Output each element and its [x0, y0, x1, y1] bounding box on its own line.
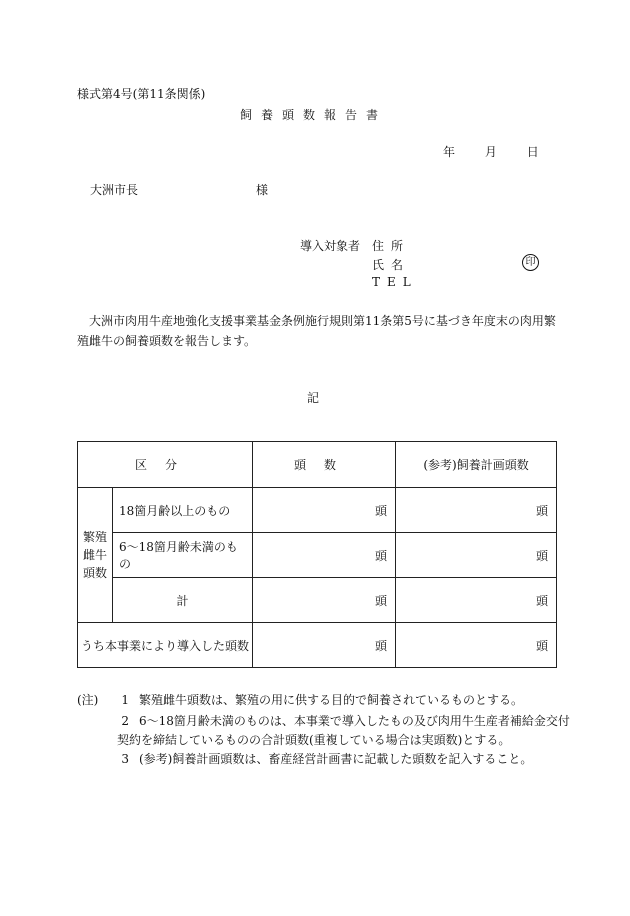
form-number: 様式第4号(第11条関係)	[77, 87, 206, 101]
tel-label: TEL	[372, 275, 418, 289]
body-text: 大洲市肉用牛産地強化支援事業基金条例施行規則第11条第5号に基づき年度末の肉用繁殖雌牛の飼養頭数を報告します。	[77, 314, 556, 348]
note-item-continued: 契約を締結しているものの合計頭数(重複している場合は実頭数)とする。	[117, 733, 511, 747]
count-cell[interactable]: 頭	[253, 533, 396, 578]
count-cell[interactable]: 頭	[253, 578, 396, 623]
date-year-field[interactable]: 年	[443, 145, 456, 159]
date-line	[443, 143, 539, 160]
applicant-label: 導入対象者	[300, 239, 361, 253]
addressee-suffix: 様	[256, 183, 269, 197]
count-cell[interactable]: 頭	[253, 488, 396, 533]
plan-cell[interactable]: 頭	[396, 533, 557, 578]
plan-cell[interactable]: 頭	[396, 578, 557, 623]
header-plan: (参考)飼養計画頭数	[396, 442, 557, 488]
row-label: うち本事業により導入した頭数	[78, 623, 253, 668]
group-label: 繁殖 雌牛 頭数	[78, 488, 113, 623]
note-item: (注) 1 繁殖雌牛頭数は、繁殖の用に供する目的で飼養されているものとする。	[77, 693, 524, 707]
count-cell[interactable]: 頭	[253, 623, 396, 668]
date-month-field[interactable]: 月	[484, 145, 497, 159]
notes-label: (注)	[77, 693, 99, 707]
row-label: 18箇月齢以上のもの	[113, 488, 253, 533]
address-label: 住所	[372, 239, 411, 253]
head-count-table	[77, 441, 557, 668]
ki-heading: 記	[307, 391, 320, 405]
addressee-name: 大洲市長	[90, 183, 139, 197]
plan-cell[interactable]: 頭	[396, 488, 557, 533]
table-row	[78, 533, 557, 578]
table-row	[78, 578, 557, 623]
date-day-field[interactable]: 日	[526, 145, 539, 159]
table-row	[78, 623, 557, 668]
row-label: 計	[113, 578, 253, 623]
page-title: 飼養頭数報告書	[240, 108, 388, 122]
plan-cell[interactable]: 頭	[396, 623, 557, 668]
note-item: 3 (参考)飼養計画頭数は、畜産経営計画書に記載した頭数を記入すること。	[121, 752, 533, 766]
note-item: 2 6～18箇月齢未満のものは、本事業で導入したもの及び肉用牛生産者補給金交付	[121, 714, 570, 728]
table-header-row	[78, 442, 557, 488]
table-row	[78, 488, 557, 533]
header-count: 頭数	[253, 442, 396, 488]
name-label: 氏名	[372, 258, 411, 272]
header-category: 区分	[78, 442, 253, 488]
row-label: 6～18箇月齢未満のもの	[113, 533, 253, 578]
seal-icon: 印	[522, 254, 539, 271]
